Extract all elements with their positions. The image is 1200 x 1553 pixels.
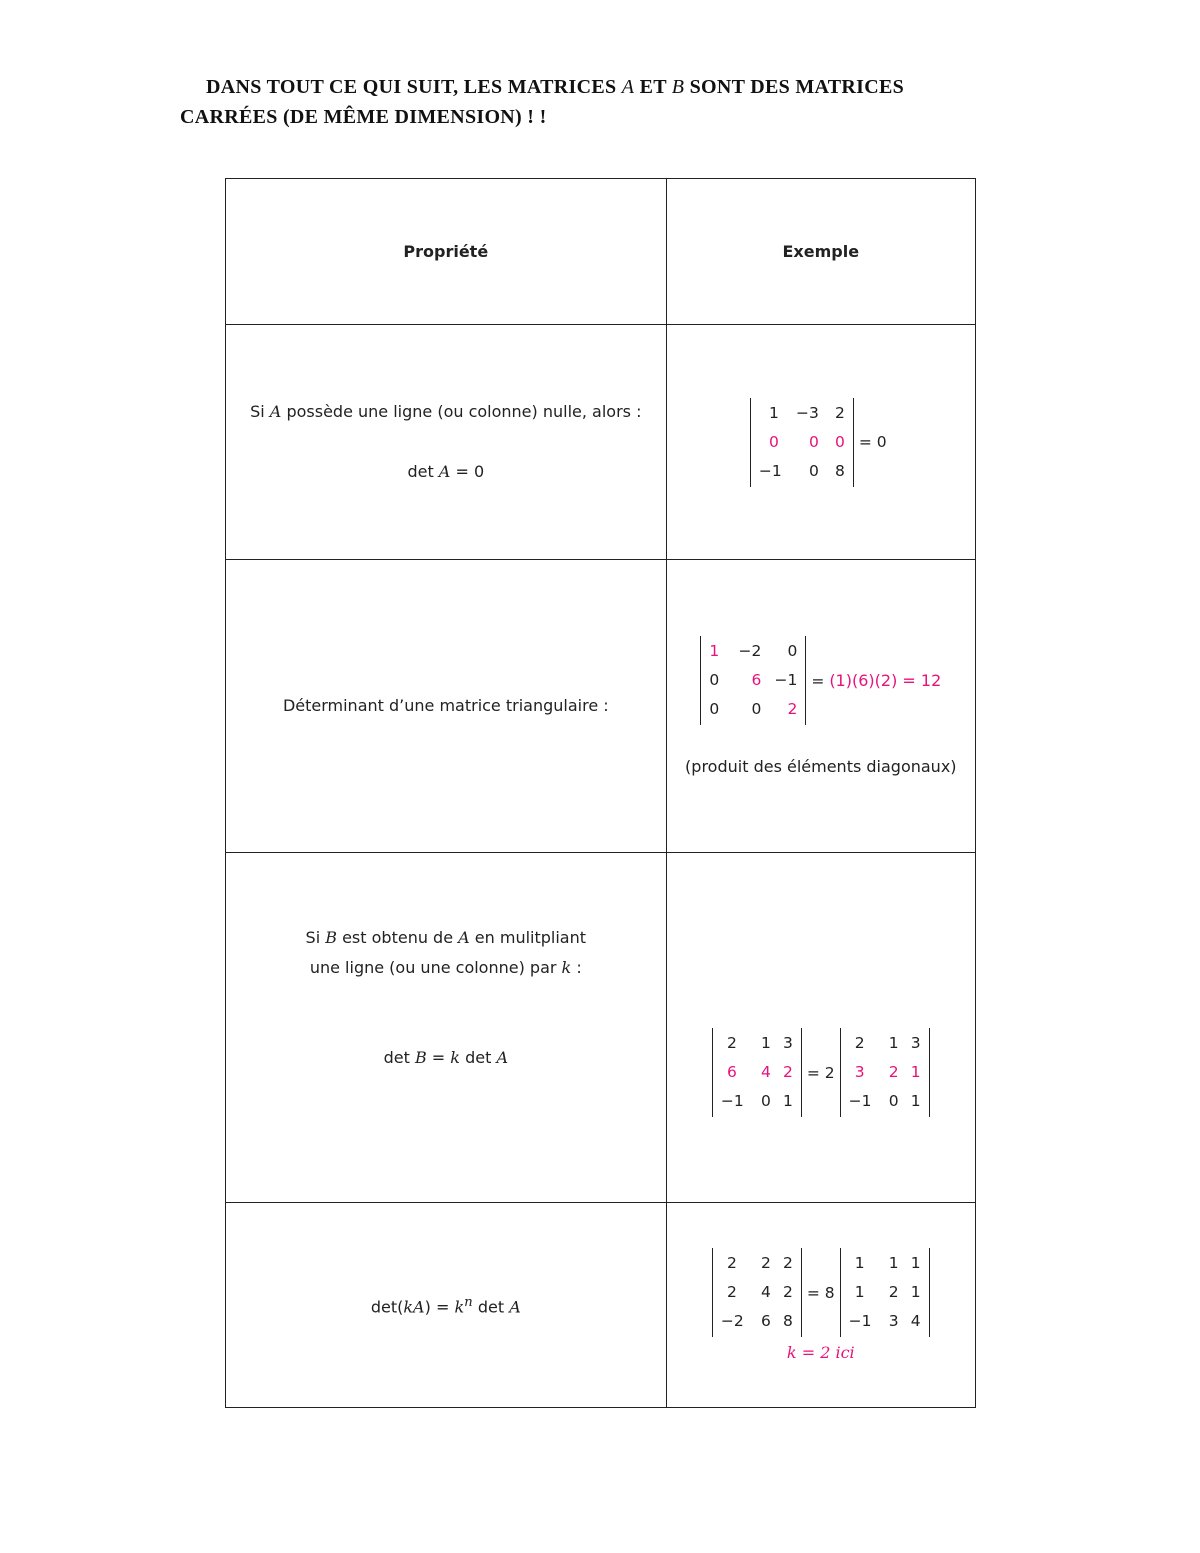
matrix-cell: −2 [738,642,762,660]
matrix-cell: 1 [888,1034,899,1052]
matrix-cell: 1 [910,1283,921,1301]
matrix-cell: 2 [888,1283,899,1301]
determinant-matrix [700,636,806,725]
matrix-cell: 8 [835,461,845,480]
matrix-cell: 0 [888,1092,899,1110]
property-scale-row [226,853,667,1203]
matrix-cell: 2 [727,1283,737,1301]
example-note: (produit des éléments diagonaux) [685,757,957,776]
determinant-matrix-left [712,1248,802,1337]
equals-result: = 0 [858,433,887,451]
matrix-cell-highlight: 6 [727,1063,737,1081]
matrix-cell: 2 [761,1254,771,1272]
matrix-cell: 0 [751,700,762,718]
matrix-cell-highlight: 2 [783,1063,793,1081]
matrix-cell: 1 [769,403,779,422]
matrix-cell: 1 [888,1254,899,1272]
matrix-cell-highlight: 1 [910,1063,921,1081]
property-text-line-1: Si B est obtenu de A en mulitpliant [305,927,587,947]
table-row [226,853,976,1203]
property-formula: det B = k det A [383,1047,508,1067]
example-scalar-multiple [666,1203,975,1408]
matrix-cell: −1 [848,1312,872,1330]
matrix-cell-highlight: 3 [854,1063,865,1081]
properties-table [225,178,976,1408]
matrix-cell: 1 [854,1254,865,1272]
determinant-matrix-right [840,1248,930,1337]
matrix-cell: 4 [761,1283,771,1301]
property-text: Déterminant d’une matrice triangulaire : [282,696,609,715]
matrix-cell: 1 [854,1283,865,1301]
matrix-cell-highlight: 2 [888,1063,899,1081]
property-text: Si A possède une ligne (ou colonne) nulle, alors : [250,402,642,421]
matrix-cell-highlight: 4 [761,1063,771,1081]
determinant-matrix-right [840,1028,930,1117]
equals-factor: = 2 [806,1063,835,1082]
property-formula: $\det(kA) = k^n$ det A [370,1294,521,1317]
matrix-cell: 1 [783,1092,793,1110]
table-header-row [226,179,976,325]
example-null-row [666,325,975,560]
determinant-matrix-left [712,1028,802,1117]
matrix-cell: 4 [910,1312,921,1330]
matrix-cell-highlight: 0 [835,432,845,451]
matrix-cell: −3 [796,403,819,422]
matrix-cell: −1 [848,1092,872,1110]
matrix-cell: 2 [783,1254,793,1272]
matrix-cell: 0 [709,671,720,689]
matrix-cell: 2 [783,1283,793,1301]
matrix-cell: −1 [720,1092,744,1110]
property-scalar-multiple [226,1203,667,1408]
matrix-cell: 3 [888,1312,899,1330]
matrix-cell: −1 [774,671,798,689]
matrix-cell: −1 [758,461,782,480]
matrix-cell: 0 [761,1092,771,1110]
matrix-cell: 3 [783,1034,793,1052]
heading-line-2: CARRÉES (DE MÊME DIMENSION) ! ! [180,106,547,128]
table-row [226,1203,976,1408]
example-determinant [750,398,892,487]
table-row [226,325,976,560]
matrix-cell: 2 [727,1254,737,1272]
example-determinant [712,1028,930,1117]
matrix-cell-highlight: 1 [709,642,720,660]
matrix-cell-highlight: 0 [809,432,819,451]
property-text-line-2: une ligne (ou une colonne) par k : [309,957,582,977]
matrix-cell: 2 [727,1034,737,1052]
page-heading [180,72,1030,132]
matrix-cell: 1 [910,1092,921,1110]
heading-line-1: DANS TOUT CE QUI SUIT, LES MATRICES A ET B SONT DES MATRICES [206,76,905,98]
matrix-cell: 0 [809,461,819,480]
table-row [226,560,976,853]
matrix-cell: 0 [709,700,720,718]
matrix-cell-highlight: 0 [769,432,779,451]
diagonal-product: (1)(6)(2) = 12 [829,671,942,690]
matrix-cell: 1 [910,1254,921,1272]
equals-sign: = [811,671,825,690]
matrix-cell: 0 [787,642,798,660]
matrix-cell: 2 [835,403,845,422]
property-null-row [226,325,667,560]
matrix-cell: 1 [761,1034,771,1052]
matrix-cell: 6 [761,1312,771,1330]
matrix-cell: 2 [854,1034,865,1052]
header-example: Exemple [666,179,975,325]
matrix-cell-highlight: 2 [787,700,798,718]
matrix-cell: −2 [720,1312,744,1330]
example-determinant [700,636,941,725]
property-triangular [226,560,667,853]
example-determinant [712,1248,930,1337]
matrix-cell: 3 [910,1034,921,1052]
k-value-note: k = 2 ici [786,1343,855,1362]
example-triangular [666,560,975,853]
property-formula: det A = 0 [407,462,485,481]
header-property: Propriété [226,179,667,325]
matrix-cell-highlight: 6 [751,671,762,689]
equals-factor: = 8 [806,1283,835,1302]
determinant-matrix [750,398,854,487]
matrix-cell: 8 [783,1312,793,1330]
example-scale-row [666,853,975,1203]
